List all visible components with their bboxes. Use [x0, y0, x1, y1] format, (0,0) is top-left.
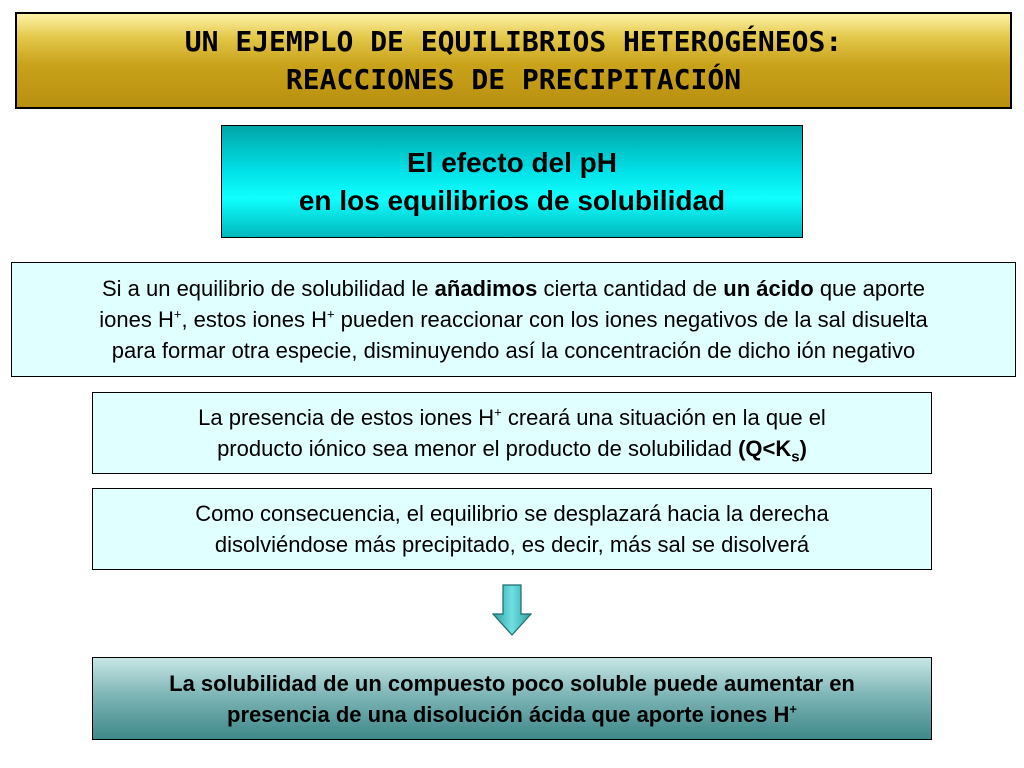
slide-subtitle-line-2: en los equilibrios de solubilidad	[298, 184, 726, 216]
slide-title-line-1: UN EJEMPLO DE EQUILIBRIOS HETEROGÉNEOS:	[184, 24, 843, 58]
conclusion-line-1: La solubilidad de un compuesto poco soluble puede aumentar en	[169, 670, 855, 696]
consequence-text-box	[92, 488, 932, 570]
q-less-than-ks: $(Q<K_s)$	[738, 436, 807, 466]
intro-line-2: iones H+, estos iones H+ pueden reaccionar con los iones negativos de la sal disuelta	[99, 306, 928, 332]
consequence-line-1: Como consecuencia, el equilibrio se desplazará hacia la derecha	[195, 501, 829, 526]
intro-line-3: para formar otra especie, disminuyendo así la concentración de dicho ión negativo	[111, 338, 916, 363]
slide-title	[15, 12, 1012, 109]
down-arrow-icon	[492, 584, 532, 636]
presence-line-2: producto iónico sea menor el producto de solubilidad $(Q<K_s)$	[217, 436, 807, 466]
conclusion-box	[92, 657, 932, 740]
presence-line-1: La presencia de estos iones H+ creará una situación en la que el	[198, 404, 826, 430]
slide-subtitle	[221, 125, 803, 238]
intro-text-box	[11, 262, 1016, 377]
slide-title-line-2: REACCIONES DE PRECIPITACIÓN	[285, 62, 742, 96]
conclusion-line-2: presencia de una disolución ácida que aporte iones H+	[227, 701, 797, 727]
slide-subtitle-line-1: El efecto del pH	[406, 146, 618, 178]
intro-line-1: Si a un equilibrio de solubilidad le añadimos cierta cantidad de un ácido que aporte	[101, 276, 926, 301]
presence-text-box	[92, 392, 932, 474]
consequence-line-2: disolviéndose más precipitado, es decir, más sal se disolverá	[214, 532, 810, 557]
